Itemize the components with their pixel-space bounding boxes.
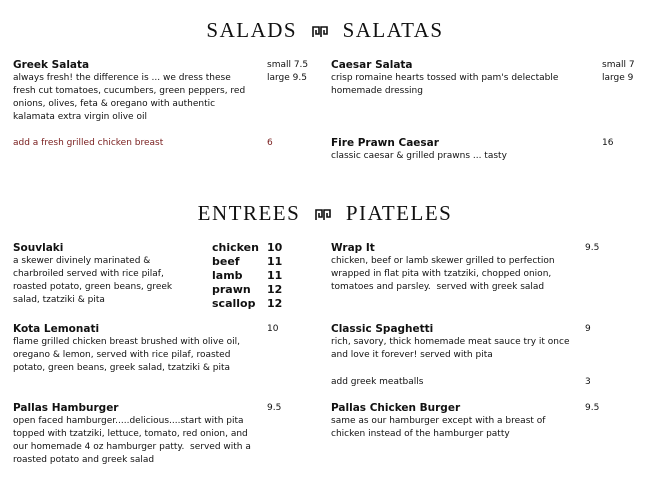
item-price: 9.5	[585, 243, 600, 253]
item-name: Kota Lemonati	[13, 323, 100, 335]
item-description: always fresh! the difference is ... we dress these fresh cut tomatoes, cucumbers, green peppers, red onions, olives, feta & oregano with authentic kalamata extra virgin olive oil	[13, 73, 246, 122]
souvlaki-price-beef: 11	[267, 255, 283, 268]
souvlaki-meat-prawn: prawn	[212, 283, 251, 296]
salads-heading-right: SALATAS	[342, 18, 444, 42]
item-description: classic caesar & grilled prawns ... tasty	[331, 151, 507, 161]
item-description: same as our hamburger except with a breast of chicken instead of the hamburger patty	[331, 416, 546, 439]
item-price: 9	[585, 324, 591, 334]
souvlaki-meat-scallop: scallop	[212, 297, 256, 310]
salads-heading	[0, 18, 650, 43]
greek-key-ornament-icon	[312, 26, 328, 38]
addon-price: 3	[585, 377, 591, 387]
menu-item-greek-salata	[13, 58, 245, 124]
souvlaki-meat-lamb: lamb	[212, 269, 243, 282]
greek-key-ornament-icon	[315, 209, 331, 221]
souvlaki-meat-beef: beef	[212, 255, 240, 268]
menu-item-caesar-salata	[331, 58, 558, 98]
item-price: 9.5	[267, 403, 282, 413]
item-name: Classic Spaghetti	[331, 323, 434, 335]
item-name: Wrap It	[331, 242, 375, 254]
addon-price: 6	[267, 138, 273, 148]
item-price: 9.5	[585, 403, 600, 413]
entrees-heading	[0, 201, 650, 226]
menu-item-fire-prawn-caesar	[331, 136, 507, 163]
menu-item-kota-lemonati	[13, 322, 240, 375]
souvlaki-price-scallop: 12	[267, 297, 283, 310]
item-description: chicken, beef or lamb skewer grilled to perfection wrapped in flat pita with tzatziki, chopped onion, tomatoes and parsley. served with greek salad	[331, 256, 555, 292]
menu-item-souvlaki	[13, 241, 172, 307]
menu-item-classic-spaghetti	[331, 322, 570, 362]
souvlaki-price-chicken: 10	[267, 241, 283, 254]
item-name: Souvlaki	[13, 242, 64, 254]
item-price: 16	[602, 138, 614, 148]
item-description: crisp romaine hearts tossed with pam's delectable homemade dressing	[331, 73, 559, 96]
item-name: Pallas Chicken Burger	[331, 402, 461, 414]
entrees-heading-right: PIATELES	[345, 201, 453, 225]
souvlaki-price-prawn: 12	[267, 283, 283, 296]
item-price: small 7.5 large 9.5	[267, 60, 309, 83]
souvlaki-meat-chicken: chicken	[212, 241, 259, 254]
salads-heading-left: SALADS	[206, 18, 298, 42]
item-description: a skewer divinely marinated & charbroiled served with rice pilaf, roasted potato, green beans, greek salad, tzatziki & pita	[13, 256, 173, 305]
entrees-heading-left: ENTREES	[197, 201, 301, 225]
addon-label: add greek meatballs	[331, 377, 424, 387]
item-description: rich, savory, thick homemade meat sauce try it once and love it forever! served with pita	[331, 337, 570, 360]
item-price: small 7 large 9	[602, 60, 635, 83]
addon-label: add a fresh grilled chicken breast	[13, 138, 164, 148]
item-price: 10	[267, 324, 279, 334]
item-name: Greek Salata	[13, 59, 90, 71]
souvlaki-price-lamb: 11	[267, 269, 283, 282]
item-name: Caesar Salata	[331, 59, 413, 71]
menu-item-pallas-chicken-burger	[331, 401, 545, 441]
item-name: Fire Prawn Caesar	[331, 137, 439, 149]
menu-item-pallas-hamburger	[13, 401, 251, 467]
item-name: Pallas Hamburger	[13, 402, 119, 414]
item-description: flame grilled chicken breast brushed with olive oil, oregano & lemon, served with rice pilaf, roasted potato, green beans, greek salad, tzatziki & pita	[13, 337, 240, 373]
menu-item-wrap-it	[331, 241, 555, 294]
item-description: open faced hamburger.....delicious....start with pita topped with tzatziki, lettuce, tomato, red onion, and our homemade 4 oz hamburger patty. served with a roasted potato and greek salad	[13, 416, 251, 465]
